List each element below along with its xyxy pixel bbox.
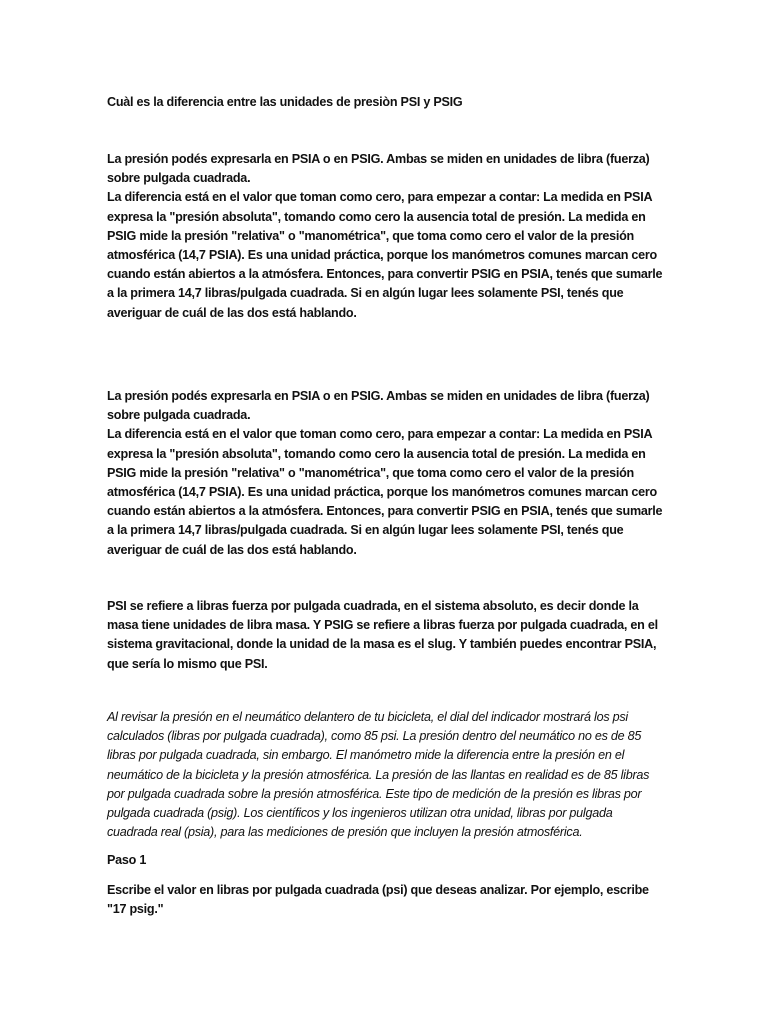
step-heading: Paso 1 bbox=[107, 853, 147, 867]
section-2-paragraph-1: La presión podés expresarla en PSIA o en PSIG. Ambas se miden en unidades de libra (fuerza) sobre pulgada cuadrada. bbox=[107, 389, 650, 423]
section-2-paragraph-2: La diferencia está en el valor que toman como cero, para empezar a contar: La medida en PSIA expresa la "presión absoluta", tomando como cero la ausencia total de presión. La medida en PSIG mide la presión "relativa" o "manométrica", que toma como cero el valor de la presión atmosférica (14,7 PSIA). Es una unidad práctica, porque los manómetros comunes marcan cero cuando están abiertos a la atmósfera. Entonces, para convertir PSIG en PSIA, tenés que sumarle a la primera 14,7 libras/pulgada cuadrada. Si en algún lugar lees solamente PSI, tenés que averiguar de cuál de las dos está hablando. bbox=[107, 427, 663, 557]
section-1 bbox=[107, 150, 663, 323]
section-2 bbox=[107, 387, 663, 560]
italic-paragraph: Al revisar la presión en el neumático delantero de tu bicicleta, el dial del indicador mostrará los psi calculados (libras por pulgada cuadrada), como 85 psi. La presión dentro del neumático no es de 85 libras por pulgada cuadrada, sin embargo. El manómetro mide la diferencia entre la presión en el neumático de la bicicleta y la presión atmosférica. La presión de las llantas en realidad es de 85 libras por pulgada cuadrada sobre la presión atmosférica. Este tipo de medición de la presión es libras por pulgada cuadrada (psig). Los científicos y los ingenieros utilizan otra unidad, libras por pulgada cuadrada real (psia), para las mediciones de presión que incluyen la presión atmosférica. bbox=[107, 710, 650, 840]
section-3-paragraph: PSI se refiere a libras fuerza por pulgada cuadrada, en el sistema absoluto, es decir donde la masa tiene unidades de libra masa. Y PSIG se refiere a libras fuerza por pulgada cuadrada, en el sistema gravitacional, donde la unidad de la masa es el slug. Y también puedes encontrar PSIA, que sería lo mismo que PSI. bbox=[107, 599, 658, 671]
document-title: Cuàl es la diferencia entre las unidades de presiòn PSI y PSIG bbox=[107, 95, 463, 109]
section-1-paragraph-2: La diferencia está en el valor que toman como cero, para empezar a contar: La medida en PSIA expresa la "presión absoluta", tomando como cero la ausencia total de presión. La medida en PSIG mide la presión "relativa" o "manométrica", que toma como cero el valor de la presión atmosférica (14,7 PSIA). Es una unidad práctica, porque los manómetros comunes marcan cero cuando están abiertos a la atmósfera. Entonces, para convertir PSIG en PSIA, tenés que sumarle a la primera 14,7 libras/pulgada cuadrada. Si en algún lugar lees solamente PSI, tenés que averiguar de cuál de las dos está hablando. bbox=[107, 190, 663, 320]
step-text: Escribe el valor en libras por pulgada cuadrada (psi) que deseas analizar. Por ejemplo, escribe "17 psig." bbox=[107, 883, 649, 917]
section-1-paragraph-1: La presión podés expresarla en PSIA o en PSIG. Ambas se miden en unidades de libra (fuerza) sobre pulgada cuadrada. bbox=[107, 152, 650, 186]
